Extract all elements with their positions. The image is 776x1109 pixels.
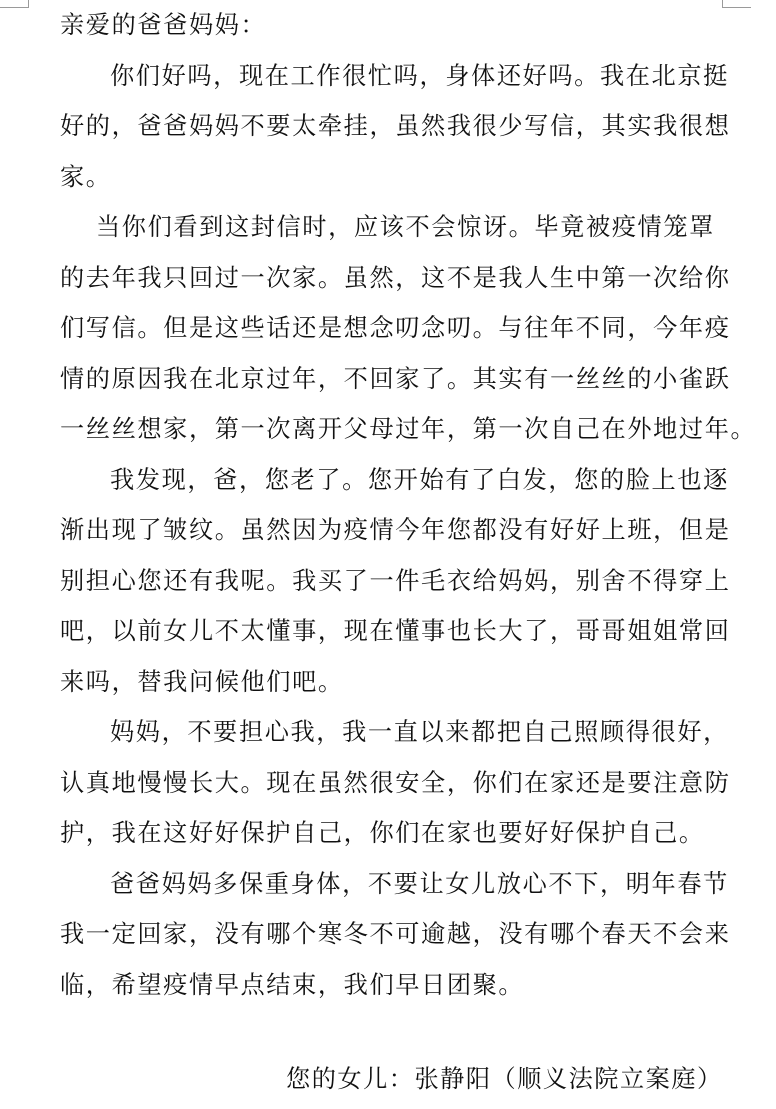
- salutation: 亲爱的爸爸妈妈：: [60, 11, 267, 39]
- signature: 您的女儿：张静阳（顺义法院立案庭）: [286, 1065, 723, 1093]
- paragraph-3-line-5: 来吗，替我问候他们吧。: [60, 667, 344, 696]
- page-corner-mark-left: [0, 0, 29, 8]
- paragraph-4-line-1: 妈妈，不要担心我，我一直以来都把自己照顾得很好，: [110, 718, 729, 746]
- paragraph-5-line-1: 爸爸妈妈多保重身体，不要让女儿放心不下，明年春节: [110, 869, 729, 898]
- paragraph-3-line-2: 渐出现了皱纹。虽然因为疫情今年您都没有好好上班，但是: [60, 516, 731, 544]
- paragraph-2-line-2: 的去年我只回过一次家。虽然，这不是我人生中第一次给你: [60, 263, 731, 292]
- paragraph-1-line-1: 你们好吗，现在工作很忙吗，身体还好吗。我在北京挺: [110, 61, 729, 90]
- paragraph-1-line-2: 好的，爸爸妈妈不要太牵挂，虽然我很少写信，其实我很想: [60, 112, 731, 140]
- paragraph-3-line-3: 别担心您还有我呢。我买了一件毛衣给妈妈，别舍不得穿上: [60, 566, 731, 595]
- paragraph-3-line-4: 吧，以前女儿不太懂事，现在懂事也长大了，哥哥姐姐常回: [60, 617, 731, 645]
- page-corner-mark-right: [722, 0, 751, 8]
- paragraph-2-line-5: 一丝丝想家，第一次离开父母过年，第一次自己在外地过年。: [60, 415, 757, 443]
- paragraph-2-line-1: 当你们看到这封信时，应该不会惊讶。毕竟被疫情笼罩: [96, 213, 715, 241]
- paragraph-5-line-3: 临，希望疫情早点结束，我们早日团聚。: [60, 970, 525, 999]
- paragraph-2-line-4: 情的原因我在北京过年，不回家了。其实有一丝丝的小雀跃: [60, 364, 731, 393]
- paragraph-2-line-3: 们写信。但是这些话还是想念叨念叨。与往年不同，今年疫: [60, 314, 731, 342]
- paragraph-3-line-1: 我发现，爸，您老了。您开始有了白发，您的脸上也逐: [110, 465, 729, 494]
- paragraph-4-line-2: 认真地慢慢长大。现在虽然很安全，你们在家还是要注意防: [60, 768, 731, 797]
- paragraph-1-line-3: 家。: [60, 162, 112, 191]
- paragraph-5-line-2: 我一定回家，没有哪个寒冬不可逾越，没有哪个春天不会来: [60, 920, 731, 948]
- paragraph-4-line-3: 护，我在这好好保护自己，你们在家也要好好保护自己。: [60, 819, 705, 847]
- letter-body: [60, 0, 757, 1010]
